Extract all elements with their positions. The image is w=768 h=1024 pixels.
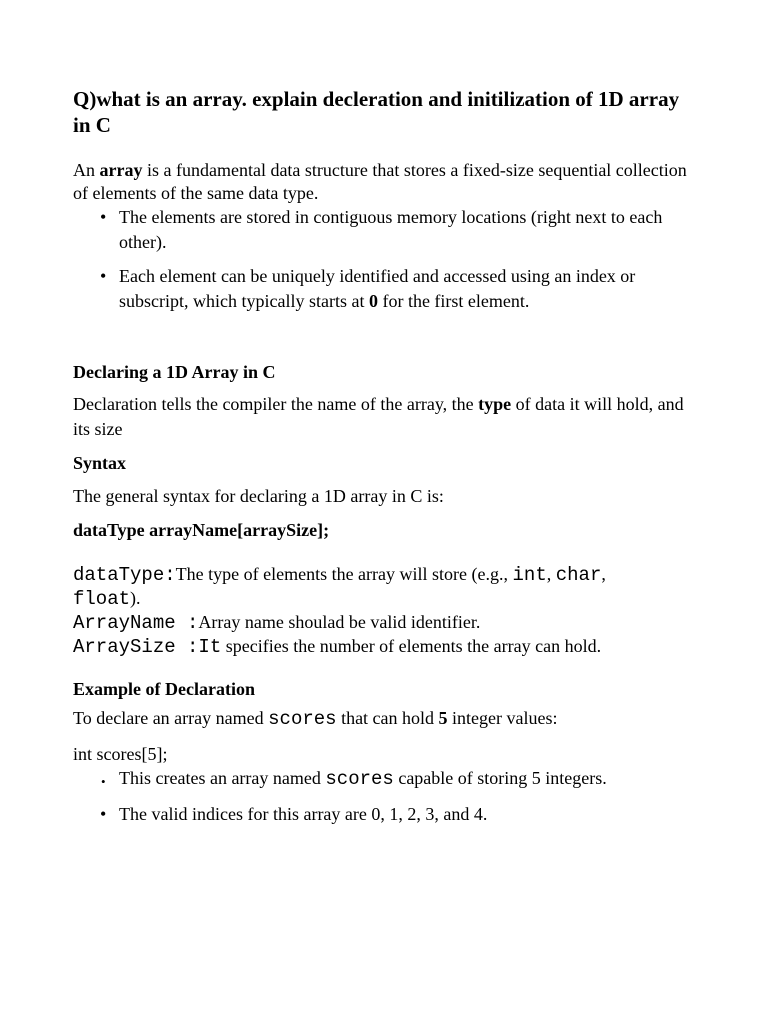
intro-paragraph bbox=[73, 159, 695, 205]
definition-desc-before: The type of elements the array will store (e.g., bbox=[175, 564, 513, 584]
list-item bbox=[73, 264, 695, 314]
document-page bbox=[73, 86, 695, 827]
bullet-text-after: for the first element. bbox=[377, 291, 530, 311]
bullet-text: The valid indices for this array are 0, 1, 2, 3, and 4. bbox=[119, 804, 488, 824]
section-heading-declaring: Declaring a 1D Array in C bbox=[73, 362, 276, 382]
example-text-before: To declare an array named bbox=[73, 708, 269, 728]
definition-term: ArrayName : bbox=[73, 612, 199, 634]
bullet-icon: • bbox=[101, 774, 106, 789]
code-float: float bbox=[73, 588, 131, 610]
example-code: scores bbox=[268, 708, 337, 730]
example-paragraph bbox=[73, 707, 695, 731]
intro-bullet-list bbox=[73, 205, 695, 314]
intro-text-before: An bbox=[73, 160, 100, 180]
definition-datatype: dataType:The type of elements the array will store (e.g., int, char, float). bbox=[73, 564, 606, 610]
page-title: Q)what is an array. explain decleration and initilization of 1D array in C bbox=[73, 87, 680, 137]
definition-term: dataType: bbox=[73, 564, 176, 586]
bullet-text-after: capable of storing 5 integers. bbox=[393, 768, 607, 788]
example-bold: 5 bbox=[438, 708, 448, 728]
decl-text-before: Declaration tells the compiler the name of the array, the bbox=[73, 394, 479, 414]
list-item bbox=[73, 766, 695, 792]
definition-desc-after: ). bbox=[130, 588, 141, 608]
example-bullet-list bbox=[73, 766, 695, 827]
general-syntax-text: The general syntax for declaring a 1D array in C is: bbox=[73, 486, 444, 506]
section-heading-example: Example of Declaration bbox=[73, 679, 255, 699]
bullet-text: The elements are stored in contiguous memory locations (right next to each other). bbox=[119, 207, 663, 252]
definition-arrayname bbox=[73, 611, 695, 635]
intro-text-after: is a fundamental data structure that stores a fixed-size sequential collection of elements of the same data type. bbox=[73, 160, 687, 203]
decl-bold: type bbox=[478, 394, 512, 414]
syntax-line bbox=[73, 519, 695, 542]
definition-desc: specifies the number of elements the array can hold. bbox=[221, 636, 602, 656]
definition-desc: Array name shoulad be valid identifier. bbox=[198, 612, 481, 632]
list-item bbox=[73, 205, 695, 255]
example-text-mid: that can hold bbox=[336, 708, 439, 728]
syntax-heading: Syntax bbox=[73, 453, 127, 473]
list-item bbox=[73, 802, 695, 827]
declaration-paragraph bbox=[73, 392, 695, 442]
bullet-text-before: This creates an array named bbox=[119, 768, 326, 788]
bullet-icon: • bbox=[100, 207, 107, 227]
definition-term: ArraySize :It bbox=[73, 636, 222, 658]
example-text-after: integer values: bbox=[447, 708, 558, 728]
decl-text-after: of data it will hold, and its size bbox=[73, 394, 684, 439]
bullet-text-before: Each element can be uniquely identified and accessed using an index or subscript, which typically starts at bbox=[119, 266, 636, 311]
bullet-icon: • bbox=[100, 266, 107, 286]
definition-arraysize bbox=[73, 635, 695, 659]
code-int: int bbox=[512, 564, 547, 586]
definitions-block bbox=[73, 563, 695, 659]
bullet-icon: • bbox=[100, 804, 107, 824]
code-char: char bbox=[555, 564, 602, 586]
intro-bold-term: array bbox=[99, 160, 143, 180]
bullet-code: scores bbox=[325, 768, 394, 790]
example-code-line: int scores[5]; bbox=[73, 744, 168, 764]
bullet-bold: 0 bbox=[368, 291, 378, 311]
syntax-code: dataType arrayName[arraySize]; bbox=[73, 520, 330, 540]
